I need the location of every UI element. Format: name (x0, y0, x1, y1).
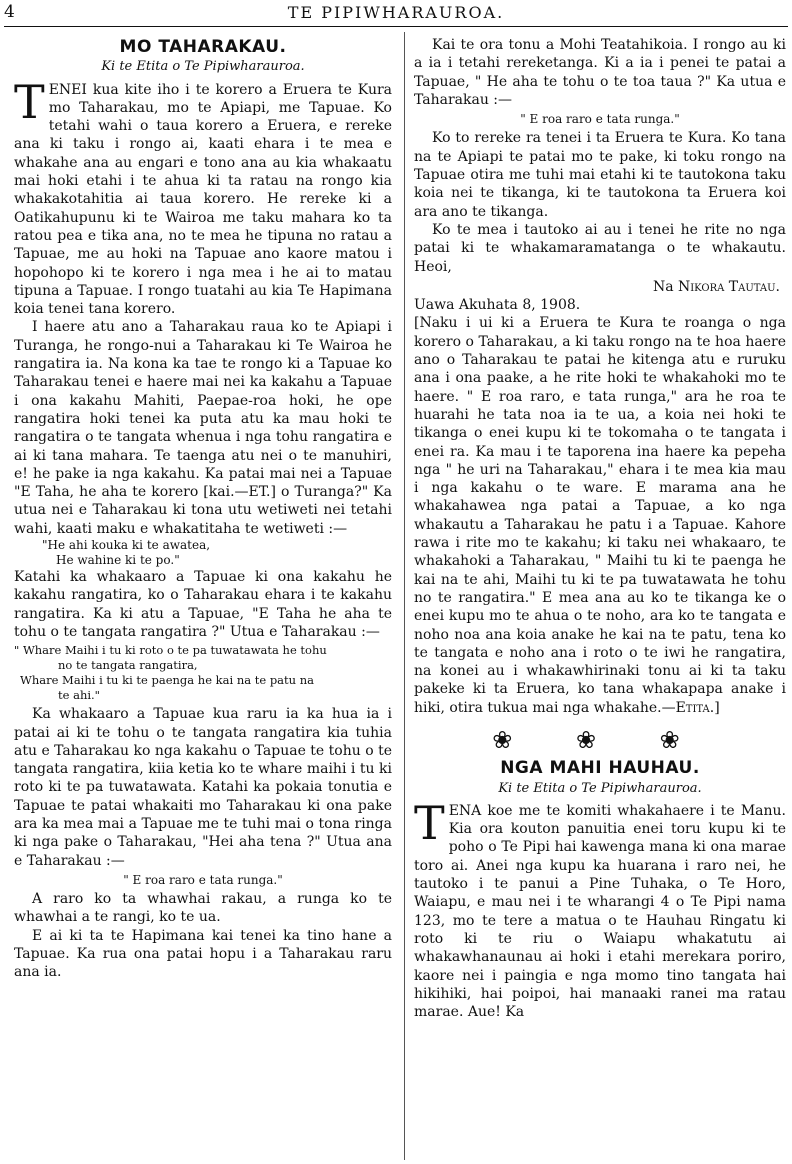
article1-paragraph-9: Ko te mea i tautoko ai au i tenei he rite no nga patai ki te whakamaramatanga o te whakautu. Heoi, (414, 221, 786, 275)
drop-cap: T (414, 795, 445, 850)
dateline: Uawa Akuhata 8, 1908. (414, 297, 581, 314)
article1-paragraph-5: A raro ko ta whawhai rakau, a runga ko te whawhai a te rangi, ko te ua. (14, 891, 392, 926)
article2-title: NGA MAHI HAUHAU. (500, 758, 700, 779)
article1-paragraph-4: Ka whakaaro a Tapuae kua raru ia ka hua ia i patai ai ki te tohu o te tangata rangatira kia tuhia atu e Taharakau ko nga kakahu o Tapuae te tohu o te tangata rangatira, kiia ketia ko te whare maihi i tu ki roto ki te pa tuwatawata. Katahi ka pokaia tonutia e Tapuae te patai whakaiti mo Taharakau ki ona pake ara ka mea mai a Tapuae me te tuhi mai o tona ringa ki nga pake o Taharakau, "Hei aha tena ?" Utua ana e Taharakau :— (14, 706, 392, 869)
drop-cap: T (14, 74, 45, 129)
page-header (0, 0, 792, 26)
article1-paragraph-1: TENEI kua kite iho i te korero a Eruera te Kura mo Taharakau, mo te Apiapi, me Tapuae. Ko tetahi wahi o taua korero a Eruera, e rereke ana ki taku i rongo ai, kaati ehara i te mea e whakahe ana au engari e tono ana au kia whakaatu mai hoki etahi i te ahua ki ta ratau na rongo kia whakakotahitia ai taua korero. He rereke ki a Oatikahupunu ki te Wairoa me taku mahara ko ta ratou pea e tika ana, no te mea he tipuna no ratau a Tapuae, me au hoki na Tapuae ano kaore matou i hopohopo ki te korero i nga mea i he ai to matau tipuna a Tapuae. I rongo tuatahi au kia Te Hapimana koia tenei tana korero. (14, 74, 392, 318)
article1-title: MO TAHARAKAU. (119, 37, 287, 57)
verse-line: no te tangata rangatira, (58, 658, 198, 673)
article1-paragraph-7: Kai te ora tonu a Mohi Teatahikoia. I rongo au ki a ia i tetahi rereketanga. Ki a ia i penei te patai a Tapuae, " He aha te tohu o te toa taua ?" Ka utua e Taharakau :— (414, 37, 786, 108)
verse-line: "He ahi kouka ki te awatea, (42, 538, 211, 553)
signature: Na Nikora Tautau. (652, 278, 780, 295)
header-rule (4, 26, 788, 27)
article2-subtitle: Ki te Etita o Te Pipiwharauroa. (498, 780, 702, 796)
verse-line: " Whare Maihi i tu ki roto o te pa tuwatawata he tohu (14, 643, 327, 658)
article1-paragraph-8: Ko to rereke ra tenei i ta Eruera te Kura. Ko tana na te Apiapi te patai mo te pake, ki toku rongo na Tapuae otira me tuhi mai etahi ki te tautokona taku koia nei te tikanga, ki te tautokona ta Eruera koi ara ano te tikanga. (414, 130, 786, 220)
left-column (14, 36, 392, 982)
article1-subtitle: Ki te Etita o Te Pipiwharauroa. (101, 59, 305, 75)
quote-line: " E roa raro e tata runga." (520, 112, 680, 127)
verse-line: Whare Maihi i tu ki te paenga he kai na te patu na (20, 673, 314, 688)
verse-line: te ahi." (58, 688, 100, 703)
column-divider (404, 32, 405, 1160)
verse-block (14, 643, 392, 703)
right-column (414, 36, 786, 1021)
ornament-divider: ❀ ❀ ❀ (492, 725, 708, 754)
verse-line: He wahine ki te po." (56, 553, 180, 568)
article1-paragraph-3: Katahi ka whakaaro a Tapuae ki ona kakahu he kakahu rangatira, ko o Taharakau ehara i te kakahu rangatira. Ka ki atu a Tapuae, "E Taha he aha te tohu o te tangata rangatira ?" Utua e Taharakau :— (14, 569, 392, 640)
article2-paragraph-1: TENA koe me te komiti whakahaere i te Manu. Kia ora kouton panuitia enei toru kupu ki te poho o Te Pipi hai kawenga mana ki ona marae toro ai. Anei nga kupu ka huarana i raro nei, he tautoko i te panui a Pine Tuhaka, o Te Horo, Waiapu, e mau nei i te wharangi 4 o Te Pipi nama 123, mo te tere a matua o te Hauhau Ringatu ki roto ki te riu o Waiapu whakatutu ai whakawhanaunau ai hoki i etahi merekara poriro, kaore nei i paingia e nga momo tino tangata hai hikihiki, hai poipoi, hai manaaki ranei ma ratau marae. Aue! Ka (414, 795, 786, 1021)
editor-note: [Naku i ui ki a Eruera te Kura te roanga o nga korero o Taharakau, a ki taku rongo na te hoa haere ano o Taharakau te patai he kitenga atu e ruruku ana i ona paake, a he rite hoki te whakahoki mo te haere. " E roa raro, e tata runga," ara he roa te huarahi he tata noa ia te ua, a koia nei hoki te tikanga o enei kupu ki te tokomaha o te tangata i enei ra. Ka mau i te taporena ina haere ka pepeha nga " he uri na Taharakau," ehara i te mea kia mau i nga kakahu o te ware. E marama ana he whakahawea nga patai a Tapuae, a ko nga whakautu a Taharakau he patu i a Tapuae. Kahore rawa i rite mo te kakahu; ki taku nei whakaaro, te whakahoki a Taharakau, " Maihi tu ki te paenga he kai na te ahi, Maihi tu ki te pa tuwatawata he tohu no te rangatira." E mea ana au ko te tikanga ke o enei kupu mo te ahua o te noho, ara ko te tangata e noho noa ana koia anake he kai na te patu, tena ko te tangata e noho ana i roto o te iwi he rangatira, na konei au i whakawhirinaki tonu ai ki ta taku pakeke ki ta Eruera, ko tana whakapapa anake i hiki, otira tukua mai nga whakahe.—Etita.] (414, 315, 786, 716)
article1-paragraph-2: I haere atu ano a Taharakau raua ko te Apiapi i Turanga, he rongo-nui a Taharakau ki Te Wairoa he rangatira ia. Na kona ka tae te rongo ki a Tapuae ko Taharakau tenei e haere mai nei ka kakahu a Tapuae i ona kakahu Mahiti, Paepae-roa hoki, he ope rangatira hoki tenei ka puta atu ka mau hoki te rangatira o te tangata whenua i nga tohu rangatira e ai ki tana mahara. Te taenga atu nei o te manuhiri, e! he pake ia nga kakahu. Ka patai mai nei a Tapuae "E Taha, he aha te korero [kai.—ET.] o Turanga?" Ka utua nei e Taharakau ki tona utu wetiweti nei tetahi wahi, kaati maku e whakatitaha te wetiweti :— (14, 319, 392, 537)
quote-line: " E roa raro e tata runga." (123, 872, 283, 887)
running-title: TE PIPIWHARAUROA. (287, 3, 505, 22)
page-number: 4 (4, 2, 15, 22)
article1-paragraph-6: E ai ki ta te Hapimana kai tenei ka tino hane a Tapuae. Ka rua ona patai hopu i a Taharakau raru ana ia. (14, 927, 392, 981)
